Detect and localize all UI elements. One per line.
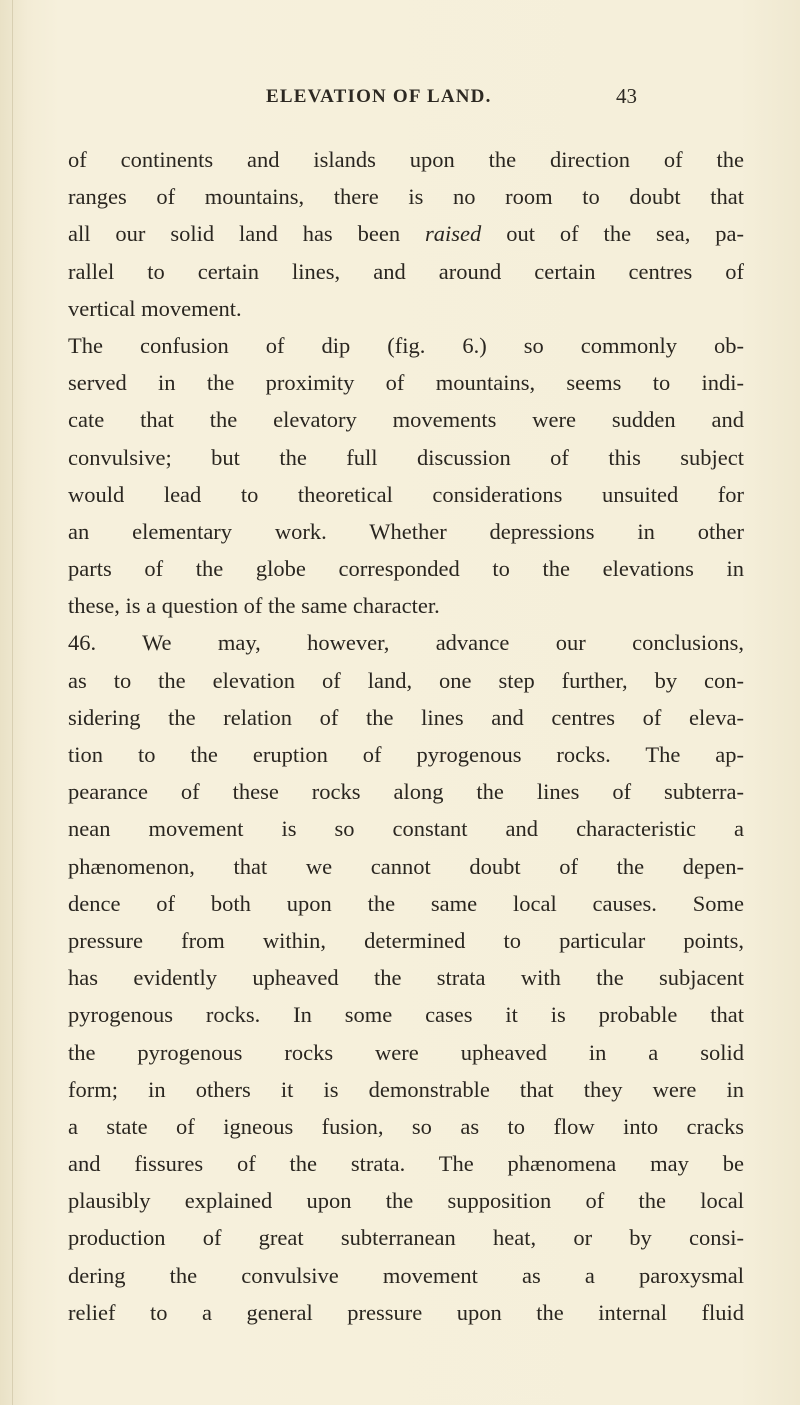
text-line: and fissures of the strata. The phænomena may be <box>68 1151 744 1177</box>
running-head-title: ELEVATION OF LAND. <box>266 86 492 107</box>
text-line: production of great subterranean heat, or by consi- <box>68 1225 744 1251</box>
text-line: form; in others it is demonstrable that they were in <box>68 1076 744 1102</box>
text-line: has evidently upheaved the strata with the subjacent <box>68 965 744 991</box>
text-line: served in the proximity of mountains, seems to indi- <box>68 370 744 396</box>
text-line: an elementary work. Whether depressions in other <box>68 518 744 544</box>
running-head <box>0 86 800 116</box>
text-line: parts of the globe corresponded to the elevations in <box>68 556 744 582</box>
text-segment: out of the sea, pa- <box>481 221 744 247</box>
page-number: 43 <box>616 84 637 108</box>
text-line: pearance of these rocks along the lines of subterra- <box>68 779 744 805</box>
text-line: nean movement is so constant and characteristic a <box>68 816 744 842</box>
text-line: relief to a general pressure upon the internal fluid <box>68 1299 744 1325</box>
text-line: tion to the eruption of pyrogenous rocks. The ap- <box>68 742 744 767</box>
text-line: cate that the elevatory movements were sudden and <box>68 407 744 433</box>
text-line: vertical movement. <box>68 295 242 321</box>
text-line: sidering the relation of the lines and centres of eleva- <box>68 704 744 730</box>
text-line: dering the convulsive movement as a paroxysmal <box>68 1262 744 1288</box>
text-line: of continents and islands upon the direction of the <box>68 147 744 172</box>
text-line: plausibly explained upon the supposition of the local <box>68 1188 744 1214</box>
text-line: dence of both upon the same local causes. Some <box>68 890 744 916</box>
text-line: convulsive; but the full discussion of this subject <box>68 444 744 470</box>
text-segment: all our solid land has been <box>68 221 426 247</box>
text-line: pressure from within, determined to particular points, <box>68 927 744 953</box>
page-gutter <box>12 0 13 1405</box>
text-line: would lead to theoretical considerations unsuited for <box>68 481 744 507</box>
italic-word: raised <box>425 221 482 247</box>
text-line: ranges of mountains, there is no room to doubt that <box>68 184 744 210</box>
text-line: 46. We may, however, advance our conclusions, <box>68 630 744 656</box>
text-line: pyrogenous rocks. In some cases it is probable that <box>68 1002 744 1028</box>
text-line: The confusion of dip (fig. 6.) so commonly ob- <box>68 332 744 358</box>
text-line: phænomenon, that we cannot doubt of the depen- <box>68 853 744 879</box>
text-line: these, is a question of the same character. <box>68 593 440 619</box>
text-line: the pyrogenous rocks were upheaved in a solid <box>68 1039 744 1065</box>
text-line: rallel to certain lines, and around certain centres of <box>68 258 744 284</box>
text-line: a state of igneous fusion, so as to flow into cracks <box>68 1113 744 1139</box>
text-line <box>68 215 744 252</box>
text-line: as to the elevation of land, one step further, by con- <box>68 667 744 693</box>
body-text <box>68 141 744 1331</box>
